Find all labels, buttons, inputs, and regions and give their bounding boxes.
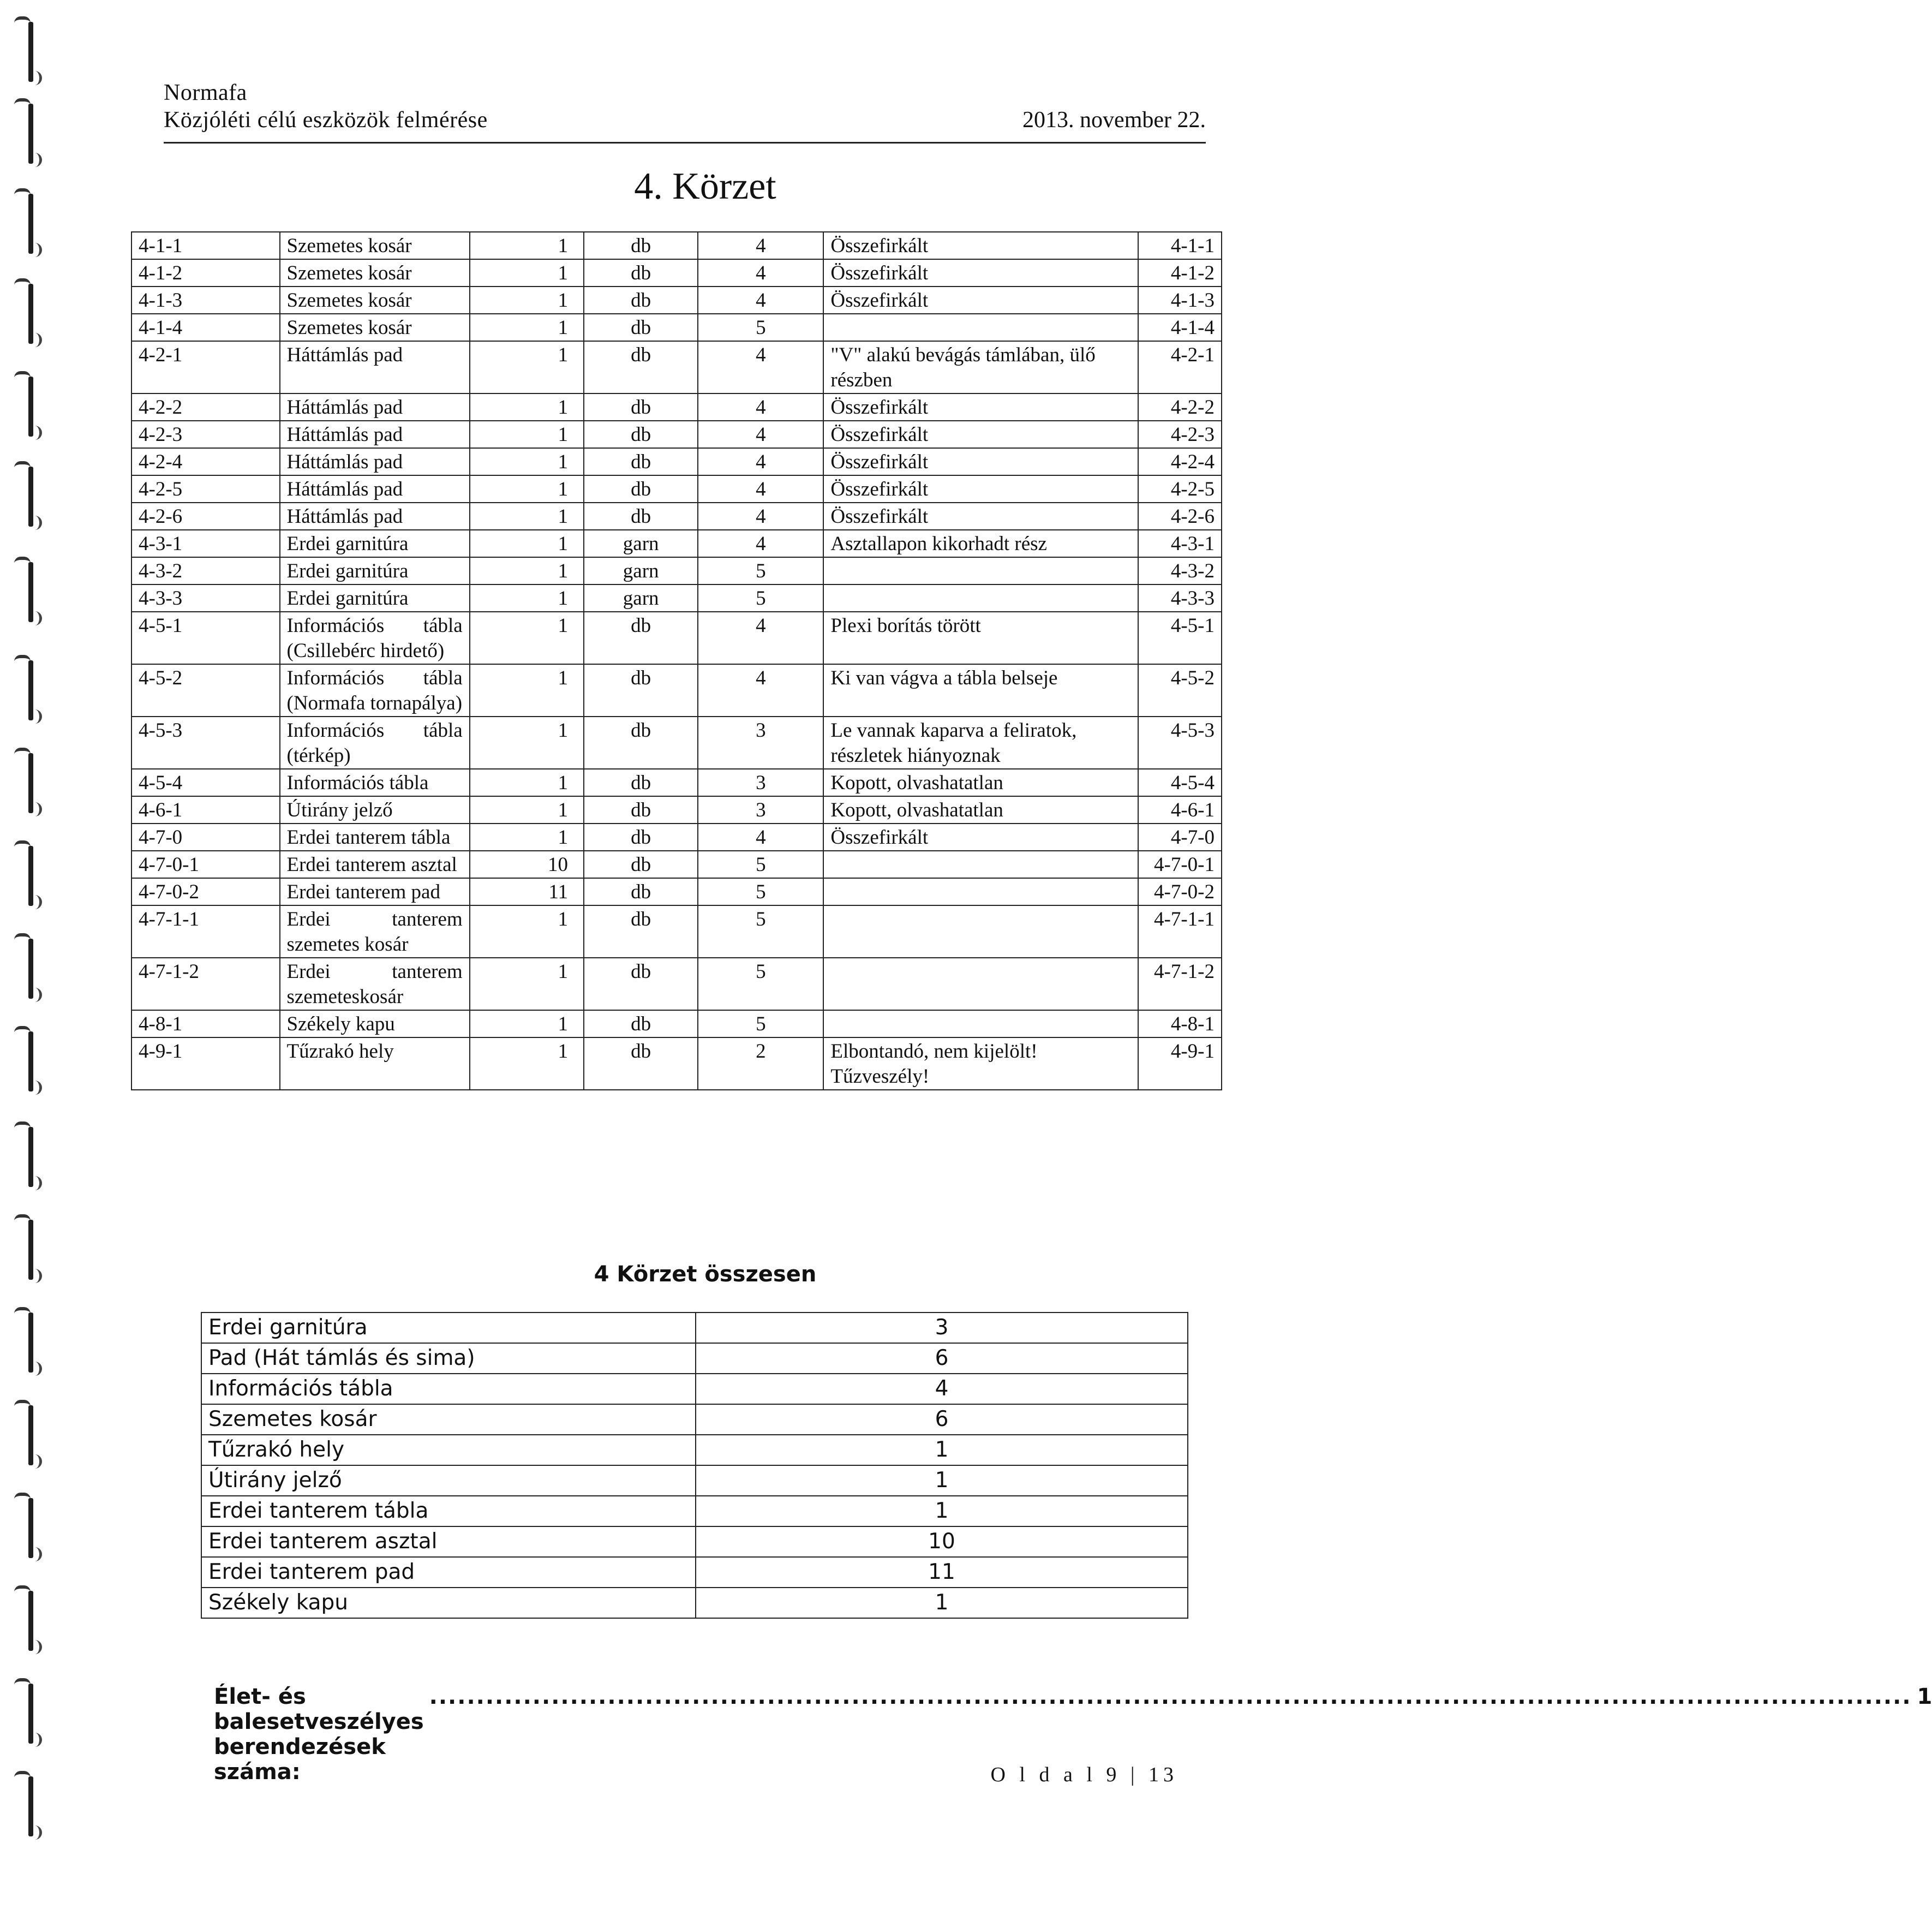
item-ref: 4-7-0-1	[1138, 851, 1222, 878]
item-name: Információs tábla	[280, 769, 470, 796]
item-unit: db	[584, 503, 698, 530]
item-quantity: 1	[470, 475, 584, 503]
item-quantity: 1	[470, 796, 584, 824]
item-quantity: 1	[470, 448, 584, 475]
binding-ring	[12, 11, 36, 93]
item-condition-score: 3	[698, 717, 823, 769]
item-note	[823, 905, 1138, 958]
item-note	[823, 314, 1138, 341]
item-ref: 4-7-0-2	[1138, 878, 1222, 905]
item-name: Háttámlás pad	[280, 475, 470, 503]
item-name: Székely kapu	[280, 1010, 470, 1037]
item-condition-score: 4	[698, 393, 823, 421]
item-ref: 4-5-3	[1138, 717, 1222, 769]
item-unit: db	[584, 259, 698, 287]
item-name: Erdei tanterem szemetes kosár	[280, 905, 470, 958]
table-row	[131, 287, 1222, 314]
item-unit: db	[584, 905, 698, 958]
item-unit: db	[584, 421, 698, 448]
table-row	[131, 232, 1222, 259]
item-name: Háttámlás pad	[280, 448, 470, 475]
item-ref: 4-1-4	[1138, 314, 1222, 341]
item-name: Szemetes kosár	[280, 259, 470, 287]
summary-row	[201, 1496, 1188, 1526]
item-condition-score: 4	[698, 824, 823, 851]
item-id: 4-8-1	[131, 1010, 280, 1037]
item-unit: db	[584, 717, 698, 769]
item-condition-score: 5	[698, 905, 823, 958]
item-ref: 4-5-2	[1138, 664, 1222, 717]
summary-item-name: Erdei tanterem tábla	[201, 1496, 696, 1526]
item-ref: 4-6-1	[1138, 796, 1222, 824]
item-id: 4-7-0-1	[131, 851, 280, 878]
item-unit: db	[584, 851, 698, 878]
binding-ring	[12, 551, 36, 633]
table-row	[131, 503, 1222, 530]
item-name: Információs tábla (Normafa tornapálya)	[280, 664, 470, 717]
item-ref: 4-2-4	[1138, 448, 1222, 475]
item-ref: 4-3-1	[1138, 530, 1222, 557]
item-id: 4-1-2	[131, 259, 280, 287]
item-quantity: 1	[470, 958, 584, 1010]
item-unit: db	[584, 824, 698, 851]
item-id: 4-5-1	[131, 612, 280, 664]
summary-row	[201, 1557, 1188, 1588]
item-quantity: 1	[470, 341, 584, 393]
item-condition-score: 5	[698, 584, 823, 612]
table-row	[131, 851, 1222, 878]
item-ref: 4-5-4	[1138, 769, 1222, 796]
item-ref: 4-7-1-1	[1138, 905, 1222, 958]
item-note: Összefirkált	[823, 475, 1138, 503]
item-id: 4-3-3	[131, 584, 280, 612]
item-name: Háttámlás pad	[280, 421, 470, 448]
summary-item-count: 1	[696, 1435, 1188, 1465]
summary-row	[201, 1404, 1188, 1435]
summary-row	[201, 1374, 1188, 1404]
item-quantity: 1	[470, 664, 584, 717]
item-note	[823, 557, 1138, 584]
item-note: Asztallapon kikorhadt rész	[823, 530, 1138, 557]
item-quantity: 1	[470, 612, 584, 664]
item-unit: db	[584, 958, 698, 1010]
item-quantity: 10	[470, 851, 584, 878]
table-row	[131, 769, 1222, 796]
item-condition-score: 4	[698, 341, 823, 393]
item-id: 4-2-1	[131, 341, 280, 393]
item-unit: db	[584, 1010, 698, 1037]
item-note: Kopott, olvashatatlan	[823, 769, 1138, 796]
item-ref: 4-2-5	[1138, 475, 1222, 503]
summary-item-count: 3	[696, 1313, 1188, 1343]
inventory-table-body	[131, 232, 1222, 1090]
summary-item-count: 11	[696, 1557, 1188, 1588]
item-ref: 4-2-6	[1138, 503, 1222, 530]
item-quantity: 1	[470, 287, 584, 314]
dot-leader: ..............................................................................................................................................................	[429, 1684, 1912, 1709]
binding-ring	[12, 456, 36, 538]
item-name: Erdei garnitúra	[280, 557, 470, 584]
item-unit: db	[584, 287, 698, 314]
item-quantity: 1	[470, 769, 584, 796]
item-unit: db	[584, 314, 698, 341]
item-unit: db	[584, 769, 698, 796]
item-quantity: 1	[470, 421, 584, 448]
item-ref: 4-9-1	[1138, 1037, 1222, 1090]
item-condition-score: 4	[698, 259, 823, 287]
table-row	[131, 905, 1222, 958]
summary-item-count: 1	[696, 1496, 1188, 1526]
summary-item-count: 4	[696, 1374, 1188, 1404]
item-unit: db	[584, 475, 698, 503]
item-quantity: 1	[470, 393, 584, 421]
item-note: Összefirkált	[823, 287, 1138, 314]
table-row	[131, 1010, 1222, 1037]
table-row	[131, 557, 1222, 584]
item-unit: db	[584, 341, 698, 393]
item-name: Erdei garnitúra	[280, 530, 470, 557]
item-ref: 4-1-3	[1138, 287, 1222, 314]
item-condition-score: 5	[698, 557, 823, 584]
item-note	[823, 1010, 1138, 1037]
item-note: Összefirkált	[823, 503, 1138, 530]
item-unit: garn	[584, 584, 698, 612]
summary-row	[201, 1465, 1188, 1496]
item-id: 4-2-6	[131, 503, 280, 530]
item-quantity: 11	[470, 878, 584, 905]
binding-ring	[12, 1765, 36, 1847]
summary-row	[201, 1343, 1188, 1374]
table-row	[131, 878, 1222, 905]
item-note: Ki van vágva a tábla belseje	[823, 664, 1138, 717]
summary-item-count: 10	[696, 1526, 1188, 1557]
summary-item-name: Székely kapu	[201, 1588, 696, 1618]
item-condition-score: 4	[698, 287, 823, 314]
item-quantity: 1	[470, 1037, 584, 1090]
item-note: Összefirkált	[823, 259, 1138, 287]
item-ref: 4-1-2	[1138, 259, 1222, 287]
table-row	[131, 1037, 1222, 1090]
binding-ring	[12, 1673, 36, 1755]
item-condition-score: 5	[698, 314, 823, 341]
item-id: 4-6-1	[131, 796, 280, 824]
item-note	[823, 851, 1138, 878]
item-id: 4-7-0-2	[131, 878, 280, 905]
item-note: Összefirkált	[823, 421, 1138, 448]
item-name: Háttámlás pad	[280, 341, 470, 393]
summary-item-count: 6	[696, 1343, 1188, 1374]
item-unit: db	[584, 448, 698, 475]
summary-row	[201, 1313, 1188, 1343]
table-row	[131, 824, 1222, 851]
item-id: 4-2-4	[131, 448, 280, 475]
summary-item-count: 1	[696, 1588, 1188, 1618]
table-row	[131, 448, 1222, 475]
item-id: 4-2-5	[131, 475, 280, 503]
summary-table	[201, 1312, 1188, 1619]
summary-item-name: Pad (Hát támlás és sima)	[201, 1343, 696, 1374]
item-condition-score: 4	[698, 612, 823, 664]
item-ref: 4-8-1	[1138, 1010, 1222, 1037]
item-note: Összefirkált	[823, 448, 1138, 475]
item-condition-score: 4	[698, 503, 823, 530]
binding-ring	[12, 1394, 36, 1476]
summary-item-count: 6	[696, 1404, 1188, 1435]
table-row	[131, 584, 1222, 612]
binding-ring	[12, 273, 36, 355]
item-condition-score: 5	[698, 878, 823, 905]
binding-ring	[12, 1302, 36, 1383]
summary-row	[201, 1588, 1188, 1618]
item-name: Háttámlás pad	[280, 393, 470, 421]
item-ref: 4-5-1	[1138, 612, 1222, 664]
item-condition-score: 2	[698, 1037, 823, 1090]
item-note	[823, 584, 1138, 612]
summary-item-name: Szemetes kosár	[201, 1404, 696, 1435]
item-ref: 4-2-3	[1138, 421, 1222, 448]
binding-ring	[12, 366, 36, 448]
binding-ring	[12, 835, 36, 917]
item-condition-score: 5	[698, 851, 823, 878]
item-name: Információs tábla (térkép)	[280, 717, 470, 769]
binding-ring	[12, 1487, 36, 1569]
item-unit: db	[584, 796, 698, 824]
item-condition-score: 4	[698, 664, 823, 717]
item-note: Plexi borítás törött	[823, 612, 1138, 664]
item-quantity: 1	[470, 1010, 584, 1037]
item-quantity: 1	[470, 530, 584, 557]
table-row	[131, 958, 1222, 1010]
item-id: 4-5-3	[131, 717, 280, 769]
spiral-binding	[0, 0, 55, 1915]
item-condition-score: 4	[698, 475, 823, 503]
item-name: Erdei tanterem pad	[280, 878, 470, 905]
hazard-value: 1	[1917, 1684, 1932, 1709]
item-unit: garn	[584, 530, 698, 557]
item-quantity: 1	[470, 314, 584, 341]
summary-item-count: 1	[696, 1465, 1188, 1496]
item-ref: 4-3-3	[1138, 584, 1222, 612]
summary-row	[201, 1526, 1188, 1557]
item-quantity: 1	[470, 232, 584, 259]
item-quantity: 1	[470, 717, 584, 769]
summary-title: 4 Körzet összesen	[594, 1262, 817, 1287]
item-id: 4-3-1	[131, 530, 280, 557]
summary-item-name: Tűzrakó hely	[201, 1435, 696, 1465]
item-id: 4-5-2	[131, 664, 280, 717]
binding-ring	[12, 928, 36, 1010]
summary-item-name: Erdei tanterem pad	[201, 1557, 696, 1588]
item-name: Erdei tanterem tábla	[280, 824, 470, 851]
item-name: Háttámlás pad	[280, 503, 470, 530]
binding-ring	[12, 93, 36, 175]
item-condition-score: 3	[698, 769, 823, 796]
page-header	[164, 76, 1206, 144]
item-condition-score: 4	[698, 232, 823, 259]
binding-ring	[12, 649, 36, 731]
header-subtitle: Közjóléti célú eszközök felmérése	[164, 108, 488, 133]
item-name: Erdei tanterem asztal	[280, 851, 470, 878]
table-row	[131, 314, 1222, 341]
header-date: 2013. november 22.	[1022, 108, 1206, 133]
table-row	[131, 393, 1222, 421]
table-row	[131, 530, 1222, 557]
item-unit: garn	[584, 557, 698, 584]
item-id: 4-1-4	[131, 314, 280, 341]
item-id: 4-2-3	[131, 421, 280, 448]
item-unit: db	[584, 878, 698, 905]
item-condition-score: 3	[698, 796, 823, 824]
binding-ring	[12, 742, 36, 824]
item-note	[823, 958, 1138, 1010]
item-condition-score: 4	[698, 448, 823, 475]
page-title: 4. Körzet	[634, 165, 776, 207]
item-note: Összefirkált	[823, 393, 1138, 421]
item-condition-score: 5	[698, 1010, 823, 1037]
inventory-table	[131, 231, 1222, 1090]
item-unit: db	[584, 393, 698, 421]
item-quantity: 1	[470, 824, 584, 851]
table-row	[131, 796, 1222, 824]
item-ref: 4-2-2	[1138, 393, 1222, 421]
item-quantity: 1	[470, 259, 584, 287]
table-row	[131, 717, 1222, 769]
summary-item-name: Erdei garnitúra	[201, 1313, 696, 1343]
item-note: Kopott, olvashatatlan	[823, 796, 1138, 824]
hazard-label: Élet- és balesetveszélyes berendezések száma:	[214, 1684, 424, 1785]
item-id: 4-1-3	[131, 287, 280, 314]
item-name: Információs tábla (Csillebérc hirdető)	[280, 612, 470, 664]
item-note	[823, 878, 1138, 905]
table-row	[131, 259, 1222, 287]
item-ref: 4-7-1-2	[1138, 958, 1222, 1010]
item-name: Erdei garnitúra	[280, 584, 470, 612]
item-id: 4-5-4	[131, 769, 280, 796]
item-id: 4-7-1-1	[131, 905, 280, 958]
item-note: Összefirkált	[823, 232, 1138, 259]
item-name: Erdei tanterem szemeteskosár	[280, 958, 470, 1010]
item-quantity: 1	[470, 503, 584, 530]
summary-table-body	[201, 1313, 1188, 1618]
table-row	[131, 664, 1222, 717]
item-id: 4-7-0	[131, 824, 280, 851]
item-name: Útirány jelző	[280, 796, 470, 824]
item-ref: 4-7-0	[1138, 824, 1222, 851]
item-id: 4-3-2	[131, 557, 280, 584]
item-unit: db	[584, 232, 698, 259]
summary-item-name: Útirány jelző	[201, 1465, 696, 1496]
item-ref: 4-3-2	[1138, 557, 1222, 584]
item-note: Elbontandó, nem kijelölt! Tűzveszély!	[823, 1037, 1138, 1090]
item-name: Szemetes kosár	[280, 314, 470, 341]
item-ref: 4-2-1	[1138, 341, 1222, 393]
table-row	[131, 341, 1222, 393]
item-note: Összefirkált	[823, 824, 1138, 851]
binding-ring	[12, 1116, 36, 1198]
item-unit: db	[584, 664, 698, 717]
item-note: Le vannak kaparva a feliratok, részletek hiányoznak	[823, 717, 1138, 769]
header-org: Normafa	[164, 80, 247, 105]
binding-ring	[12, 1580, 36, 1662]
item-name: Szemetes kosár	[280, 287, 470, 314]
binding-ring	[12, 1021, 36, 1102]
table-row	[131, 475, 1222, 503]
item-condition-score: 5	[698, 958, 823, 1010]
item-condition-score: 4	[698, 421, 823, 448]
item-ref: 4-1-1	[1138, 232, 1222, 259]
item-id: 4-7-1-2	[131, 958, 280, 1010]
table-row	[131, 612, 1222, 664]
table-row	[131, 421, 1222, 448]
item-unit: db	[584, 1037, 698, 1090]
item-name: Tűzrakó hely	[280, 1037, 470, 1090]
item-condition-score: 4	[698, 530, 823, 557]
item-id: 4-9-1	[131, 1037, 280, 1090]
summary-row	[201, 1435, 1188, 1465]
item-quantity: 1	[470, 557, 584, 584]
page-number: O l d a l 9 | 13	[990, 1763, 1178, 1786]
item-unit: db	[584, 612, 698, 664]
summary-item-name: Erdei tanterem asztal	[201, 1526, 696, 1557]
summary-item-name: Információs tábla	[201, 1374, 696, 1404]
item-id: 4-2-2	[131, 393, 280, 421]
item-id: 4-1-1	[131, 232, 280, 259]
item-quantity: 1	[470, 584, 584, 612]
item-quantity: 1	[470, 905, 584, 958]
item-note: "V" alakú bevágás támlában, ülő részben	[823, 341, 1138, 393]
item-name: Szemetes kosár	[280, 232, 470, 259]
